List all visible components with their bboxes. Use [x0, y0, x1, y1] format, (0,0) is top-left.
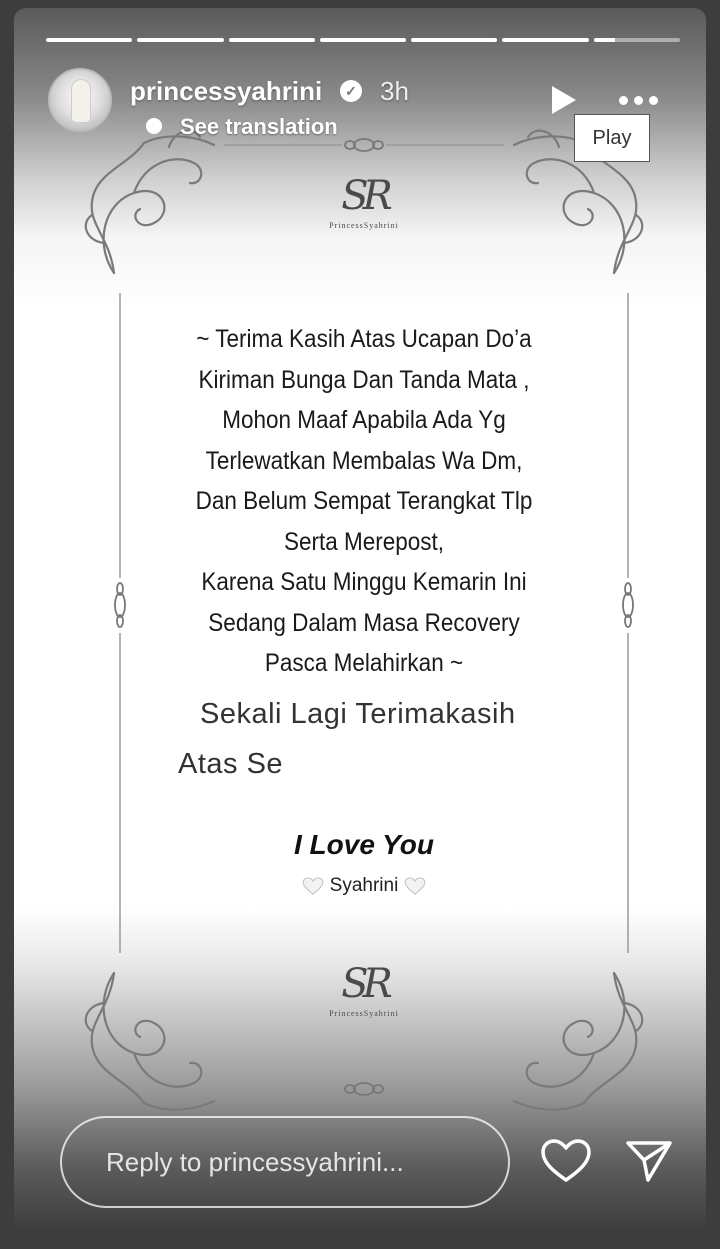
see-translation-link[interactable]: See translation — [180, 114, 338, 139]
monogram-icon: SR — [341, 961, 387, 1007]
play-tooltip: Play — [574, 114, 650, 162]
progress-segment — [46, 38, 132, 42]
progress-segment — [594, 38, 680, 42]
story-progress-bar — [46, 38, 680, 42]
translate-dot-icon — [146, 118, 162, 134]
message-text — [175, 319, 553, 684]
progress-segment — [502, 38, 588, 42]
thanks-line-1: Sekali Lagi Terimakasih — [200, 698, 516, 730]
message-line: Kiriman Bunga Dan Tanda Mata , — [198, 365, 530, 394]
heart-icon[interactable] — [540, 1138, 592, 1184]
brand-logo-top — [324, 175, 404, 230]
story-frame — [14, 8, 706, 1234]
message-line: ~ Terima Kasih Atas Ucapan Do’a — [196, 325, 532, 353]
love-text: I Love You — [293, 829, 435, 860]
thanks-line-2: Atas Se — [178, 748, 284, 780]
white-heart-icon — [404, 877, 426, 895]
message-line: Serta Merepost, — [283, 527, 445, 556]
post-time: 3h — [380, 76, 409, 106]
white-heart-icon — [302, 877, 324, 895]
progress-segment — [411, 38, 497, 42]
play-icon[interactable] — [552, 86, 576, 114]
signature — [74, 875, 654, 897]
avatar[interactable] — [48, 68, 112, 132]
message-line: Sedang Dalam Masa Recovery — [208, 608, 520, 637]
progress-segment — [320, 38, 406, 42]
brand-logo-bottom — [324, 963, 404, 1018]
brand-name: PrincessSyahrini — [329, 1009, 399, 1018]
message-line: Dan Belum Sempat Terangkat Tlp — [195, 487, 533, 515]
message-line: Terlewatkan Membalas Wa Dm, — [205, 446, 523, 475]
reply-input[interactable]: Reply to princessyahrini... — [60, 1116, 510, 1208]
message-line: Karena Satu Minggu Kemarin Ini — [201, 568, 527, 596]
monogram-icon: SR — [341, 173, 387, 219]
message-line: Pasca Melahirkan ~ — [264, 649, 464, 677]
progress-segment — [137, 38, 223, 42]
verified-badge-icon: ✓ — [340, 80, 362, 102]
story-card — [74, 123, 654, 1123]
signature-name: Syahrini — [329, 875, 399, 896]
brand-name: PrincessSyahrini — [329, 221, 399, 230]
username-link[interactable]: princessyahrini — [130, 76, 323, 106]
more-icon[interactable] — [614, 92, 662, 108]
thanks-text — [178, 689, 598, 789]
message-line: Mohon Maaf Apabila Ada Yg — [222, 406, 506, 434]
progress-segment — [229, 38, 315, 42]
send-icon[interactable] — [624, 1138, 674, 1184]
